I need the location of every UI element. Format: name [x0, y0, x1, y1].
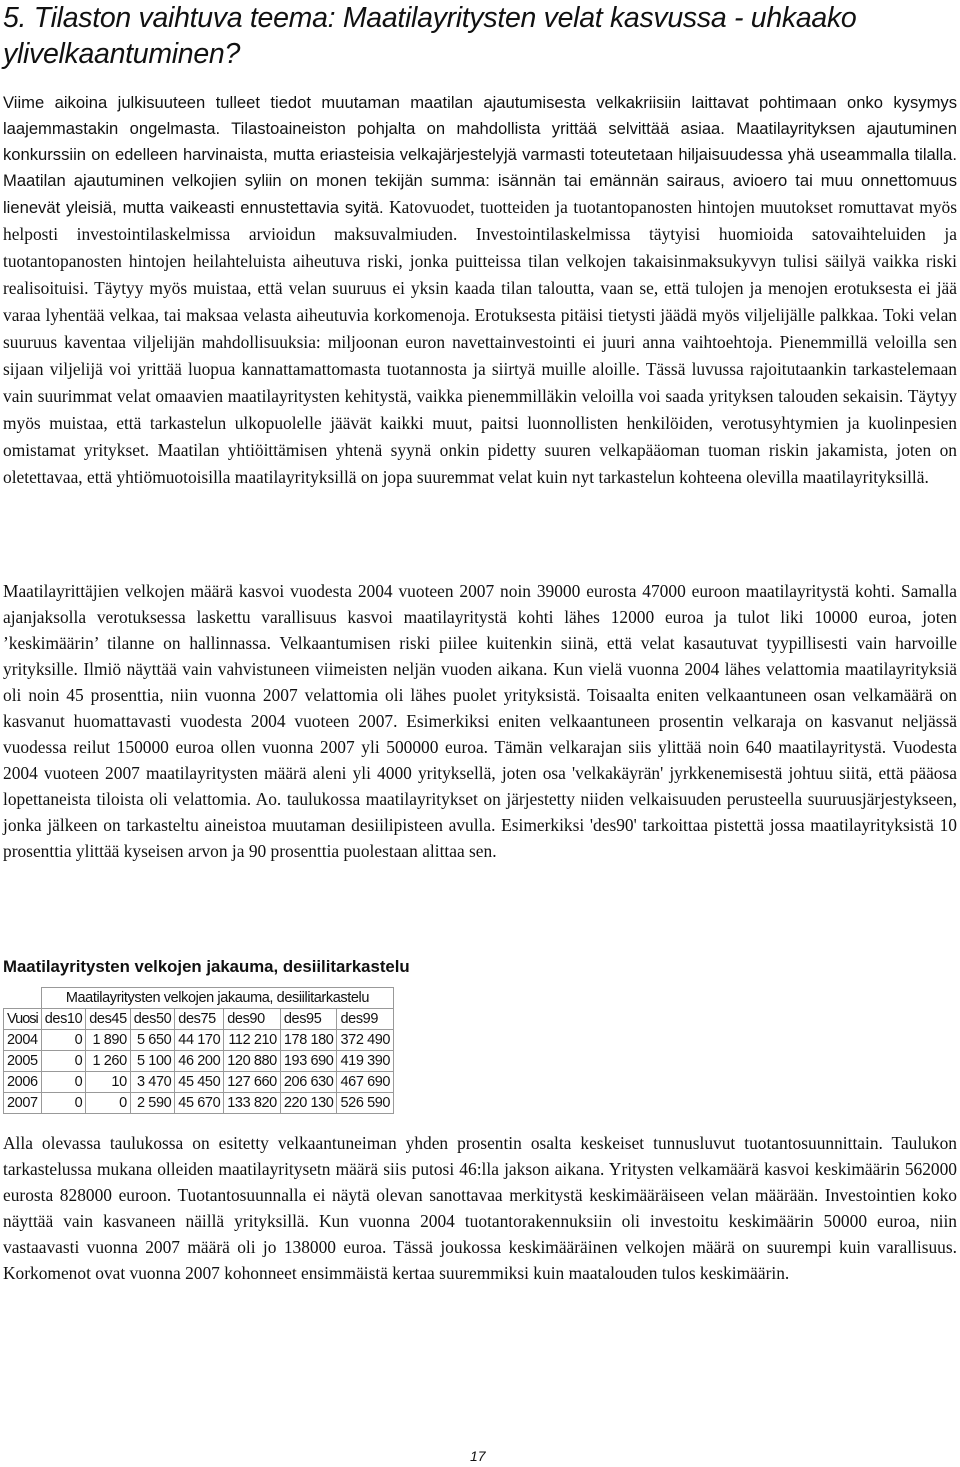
table-cell-year: 2007 — [4, 1093, 42, 1114]
table-cell: 220 130 — [280, 1093, 337, 1114]
table-row — [4, 1030, 394, 1051]
column-header: Vuosi — [4, 1009, 42, 1030]
page-number: 17 — [470, 1448, 486, 1464]
section-title: 5. Tilaston vaihtuva teema: Maatilayritysten velat kasvussa - uhkaako ylivelkaantuminen? — [3, 2, 857, 70]
table-caption: Maatilayritysten velkojen jakauma, desiilitarkastelu — [41, 988, 393, 1009]
column-header: des75 — [175, 1009, 224, 1030]
debt-growth-paragraph: Maatilayrittäjien velkojen määrä kasvoi vuodesta 2004 vuoteen 2007 noin 39000 eurosta 47000 euroon maatilayritystä kohti. Samalla ajanjaksolla verotuksessa laskettu varallisuus kasvoi maatilayritystä kohti lähes 12000 euroa ja tulot liki 10000 euroa, joten ’keskimäärin’ tilanne on hallinnassa. Velkaantumisen riski piilee kuitenkin siinä, että velat kasautuvat tyypillisesti vain harvoille yrityksille. Ilmiö näyttää vain vahvistuneen viimeisten neljän vuoden aikana. Kun vielä vuonna 2004 lähes velattomia maatilayrityksiä oli noin 45 prosenttia, niin vuonna 2007 velattomia oli lähes puolet yrityksistä. Toisaalta eniten velkaantuneen osan velkamäärä on kasvanut huomattavasti vuodesta 2004 vuoteen 2007. Esimerkiksi eniten velkaantuneen prosentin velkaraja on kasvanut neljässä vuodessa reilut 150000 euroa ollen vuonna 2007 yli 500000 euroa. Tämän velkarajan siis ylittää noin 640 maatilayritystä. Vuodesta 2004 vuoteen 2007 maatilayritysten määrä aleni yli 4000 yrityksellä, joten osa 'velkakäyrän' jyrkkenemisestä johtuu siitä, että pääosa lopettaneista tiloista oli velattomia. Ao. taulukossa maatilayritykset on järjestetty niiden velkaisuuden perusteella suuruusjärjestykseen, jonka jälkeen on tarkasteltu aineistoa muutaman desiilipisteen avulla. Esimerkiksi 'des90' tarkoittaa pistettä jossa maatilayrityksistä 10 prosenttia ylittää kyseisen arvon ja 90 prosenttia puolestaan alittaa sen. — [3, 581, 957, 861]
table-cell: 46 200 — [175, 1051, 224, 1072]
column-header: des95 — [280, 1009, 337, 1030]
table-cell: 193 690 — [280, 1051, 337, 1072]
table-cell: 419 390 — [337, 1051, 394, 1072]
table-cell: 45 670 — [175, 1093, 224, 1114]
table-corner-cell — [4, 988, 42, 1009]
column-header: des45 — [86, 1009, 131, 1030]
column-header: des90 — [224, 1009, 281, 1030]
top-percent-paragraph: Alla olevassa taulukossa on esitetty velkaantuneiman yhden prosentin osalta keskeiset tunnusluvut tuotantosuunnittain. Taulukon tarkastelussa mukana olleiden maatilayritysetn määrä siis putosi 46:lla jakson aikana. Yritysten velkamäärä kasvoi keskimäärin 562000 eurosta 828000 euroon. Tuotantosuunnalla ei näytä olevan sanottavaa merkitystä keskimääräiseen velan määrään. Investointien koko näyttää vain kasvaneen näillä yrityksillä. Kun vuonna 2004 tuotantorakennuksiin oli investoitu keskimäärin 50000 euroa, niin vastaavasti vuonna 2007 määrä oli jo 138000 euroa. Tässä joukossa keskimääräinen velkojen määrä on suurempi kuin varallisuus. Korkomenot ovat vuonna 2007 kohonneet ensimmäistä kertaa suuremmiksi kuin maatalouden tulos keskimäärin. — [3, 1133, 957, 1283]
table-cell: 44 170 — [175, 1030, 224, 1051]
table-cell-year: 2004 — [4, 1030, 42, 1051]
table-cell: 0 — [41, 1030, 86, 1051]
table-cell: 10 — [86, 1072, 131, 1093]
table-cell: 467 690 — [337, 1072, 394, 1093]
table-cell: 0 — [41, 1072, 86, 1093]
table-cell: 526 590 — [337, 1093, 394, 1114]
table-cell: 372 490 — [337, 1030, 394, 1051]
table-cell: 1 890 — [86, 1030, 131, 1051]
intro-paragraph-part-1: Viime aikoina julkisuuteen tulleet tiedot muutaman maatilan ajautumisesta velkakriisiin laittavat pohtimaan onko kysymys laajemmastakin ongelmasta. Tilastoaineiston pohjalta on mahdollista yrittää selvittää asiaa. Maatilayrityksen ajautuminen konkurssiin on edelleen harvinaista, mutta eriasteisia velkajärjestelyjä varmasti toteutetaan hiljaisuudessa yhä useammalla tilalla. Maatilan ajautuminen velkojien syliin on monen tekijän summa: isännän tai emännän sairaus, avioero tai muu onnettomuus lienevät yleisiä, mutta vaikeasti ennustettavia syitä. — [3, 93, 957, 217]
table-cell: 0 — [86, 1093, 131, 1114]
column-header: des50 — [130, 1009, 175, 1030]
intro-paragraph — [3, 90, 957, 491]
table-cell: 0 — [41, 1093, 86, 1114]
table-cell: 5 650 — [130, 1030, 175, 1051]
table-row — [4, 1093, 394, 1114]
column-header: des10 — [41, 1009, 86, 1030]
table-cell: 127 660 — [224, 1072, 281, 1093]
table-cell: 5 100 — [130, 1051, 175, 1072]
table-cell: 178 180 — [280, 1030, 337, 1051]
column-header: des99 — [337, 1009, 394, 1030]
table-cell: 3 470 — [130, 1072, 175, 1093]
table-cell: 120 880 — [224, 1051, 281, 1072]
table-cell: 2 590 — [130, 1093, 175, 1114]
table-cell: 206 630 — [280, 1072, 337, 1093]
table-heading: Maatilayritysten velkojen jakauma, desiilitarkastelu — [3, 957, 410, 976]
table-cell-year: 2005 — [4, 1051, 42, 1072]
table-cell: 45 450 — [175, 1072, 224, 1093]
intro-paragraph-part-2: Katovuodet, tuotteiden ja tuotantopanosten hintojen muutokset romuttavat myös helposti investointilaskelmissa arvioidun maksuvalmiuden. Investointilaskelmissa täytyisi huomioida satovaihteluiden ja tuotantopanosten hintojen heilahteluista aiheutuva riski, jonka puitteissa tilan velkojen takaisinmaksukyvyn tulisi säilyä vaikka riski realisoituisi. Täytyy myös muistaa, että velan suuruus ei yksin kaada tilan taloutta, vaan se, että tulojen ja menojen erotuksesta ei jää varaa lyhentää velkaa, tai maksaa velasta aiheutuvia korkomenoja. Erotuksesta pitäisi tietysti jäädä myös viljelijälle palkkaa. Toki velan suuruus kaventaa viljelijän mahdollisuuksia: miljoonan euron navettainvestointi ei juuri anna vaihtoehtoja. Pienemmillä veloilla sen sijaan viljelijä voi yrittää luopua kannattamattomasta tuotannosta ja siirtyä muille aloille. Tässä luvussa rajoitutaankin tarkastelemaan vain suurimmat velat omaavien maatilayritysten kehitystä, vaikka pienemmilläkin veloilla voi saada yrityksen talouden sekaisin. Täytyy myös muistaa, että tarkastelun ulkopuolelle jäävät kaikki muut, paitsi luonnollisten henkilöiden, verotusyhtymien ja kuolinpesien omistamat yritykset. Maatilan yhtiöittämisen yhtenä syynä onkin pidetty suuren velkapääoman tuoman riskin jakamista, joten on oletettavaa, että yhtiömuotoisilla maatilayrityksillä on jopa suuremmat velat kuin nyt tarkastelun kohteena olevilla maatilayrityksillä. — [3, 197, 957, 487]
debt-distribution-table — [3, 987, 394, 1114]
table-cell: 0 — [41, 1051, 86, 1072]
table-row — [4, 1051, 394, 1072]
table-cell-year: 2006 — [4, 1072, 42, 1093]
table-header-row — [4, 1009, 394, 1030]
table-cell: 112 210 — [224, 1030, 281, 1051]
table-cell: 1 260 — [86, 1051, 131, 1072]
table-row — [4, 1072, 394, 1093]
table-cell: 133 820 — [224, 1093, 281, 1114]
